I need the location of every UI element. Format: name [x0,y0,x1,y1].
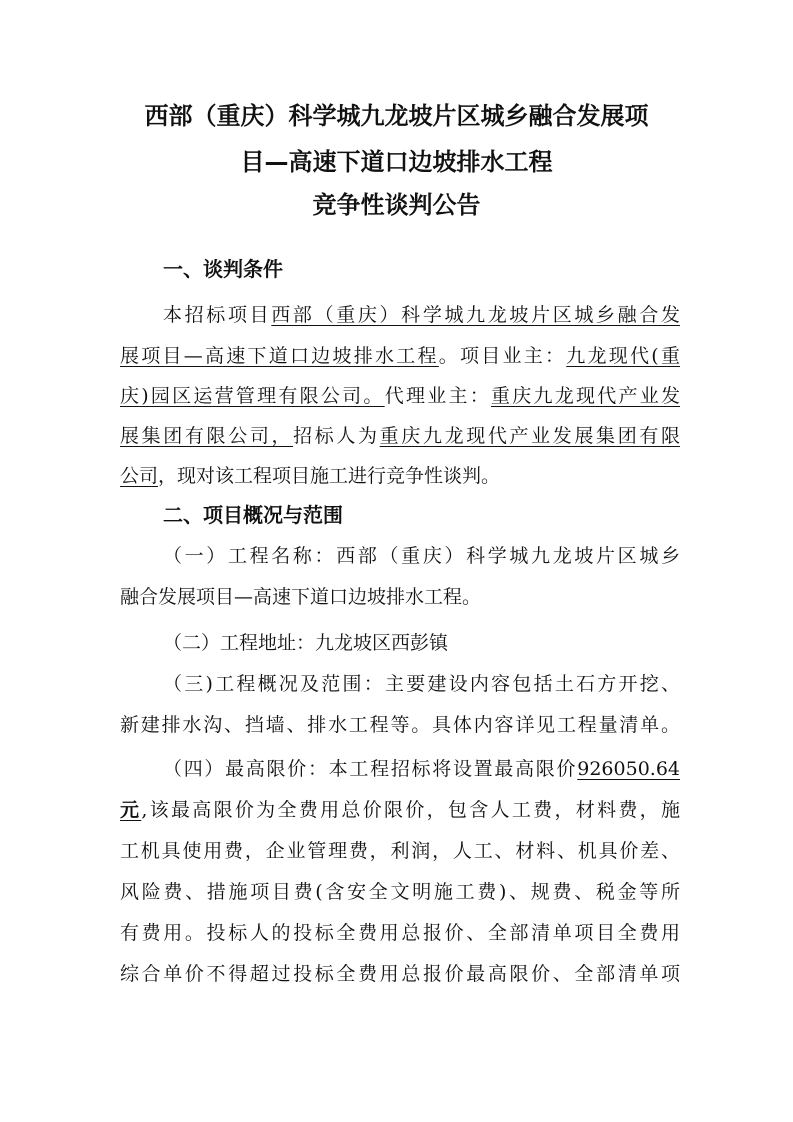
max-price-value: 926050.64 [577,758,680,780]
paragraph-line: （一）工程名称：西部（重庆）科学城九龙坡片区城乡 [163,545,680,567]
title-line-1: 西部（重庆）科学城九龙坡片区城乡融合发展项 [144,102,649,130]
price-unit: 元 [120,799,142,821]
paragraph-line [163,302,680,328]
tenderer-name-underlined: 重庆九龙现代产业发展集团有限 [379,425,680,447]
section-1-heading: 一、谈判条件 [163,257,283,281]
paragraph-line [120,343,680,369]
agent-name-underlined: 展集团有限公司， [120,425,294,447]
project-name-underlined: 西部（重庆）科学城九龙坡片区城乡融合发 [271,304,680,326]
paragraph-line: 新建排水沟、挡墙、排水工程等。具体内容详见工程量清单。 [120,714,680,736]
paragraph-line [120,423,680,449]
text-run: （四）最高限价：本工程招标将设置最高限价 [163,758,578,780]
paragraph-line: 综合单价不得超过投标全费用总报价最高限价、全部清单项 [120,963,680,985]
paragraph-line: （二）工程地址：九龙坡区西彭镇 [163,632,449,654]
section-2-heading: 二、项目概况与范围 [163,503,343,527]
paragraph-line: 有费用。投标人的投标全费用总报价、全部清单项目全费用 [120,922,680,944]
paragraph-line [120,383,680,409]
text-run: ，现对该工程项目施工进行竞争性谈判。 [158,465,501,487]
paragraph-line [120,463,680,489]
paragraph-line: （三)工程概况及范围：主要建设内容包括土石方开挖、 [163,673,680,695]
text-run: 招标人为 [293,425,380,447]
tenderer-name-underlined: 公司 [120,465,159,487]
title-line-2: 目—高速下道口边坡排水工程 [240,148,553,176]
text-run: 代理业主： [384,385,491,407]
text-run: 本招标项目 [163,304,272,326]
owner-name-underlined: 九龙现代(重 [566,345,680,367]
agent-name-underlined: 重庆九龙现代产业发 [490,385,680,407]
text-run: 。项目业主： [438,345,567,367]
owner-name-underlined: 庆)园区运营管理有限公司。 [120,385,385,407]
project-name-underlined: 展项目—高速下道口边坡排水工程 [120,345,439,367]
title-line-3: 竞争性谈判公告 [312,191,481,219]
paragraph-line [120,797,680,823]
paragraph-line: 工机具使用费，企业管理费，利润，人工、材料、机具价差、 [120,840,680,862]
paragraph-line: 风险费、措施项目费(含安全文明施工费)、规费、税金等所 [120,881,680,903]
paragraph-line [163,756,680,782]
text-run: ,该最高限价为全费用总价限价，包含人工费，材料费，施 [141,799,680,821]
paragraph-line: 融合发展项目—高速下道口边坡排水工程。 [120,586,482,608]
